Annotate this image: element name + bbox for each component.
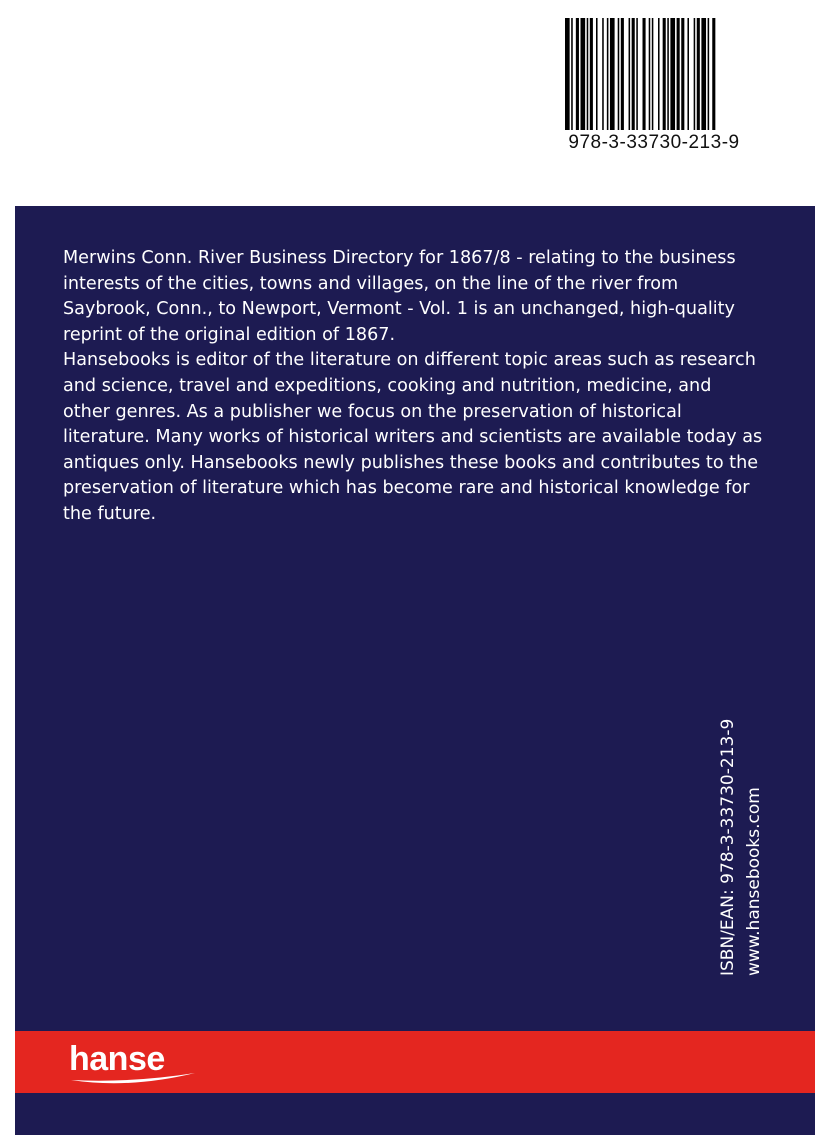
barcode-bar	[587, 18, 589, 130]
barcode-bar	[694, 18, 696, 130]
barcode-bar	[658, 18, 660, 130]
barcode-bar	[712, 18, 715, 130]
barcode-bar	[581, 18, 586, 130]
logo-swoosh-icon	[69, 1071, 199, 1089]
barcode-bar	[618, 18, 620, 130]
barcode-bar	[708, 18, 710, 130]
barcode-bar	[649, 18, 651, 130]
hanse-logo	[69, 1041, 199, 1089]
barcode-bar	[677, 18, 680, 130]
barcode	[565, 18, 775, 154]
book-description	[63, 246, 763, 528]
barcode-bar	[571, 18, 573, 130]
barcode-bars	[565, 18, 745, 130]
barcode-bar	[565, 18, 570, 130]
barcode-bar	[602, 18, 604, 130]
barcode-bar	[663, 18, 666, 130]
barcode-number: 978-3-33730-213-9	[568, 132, 740, 153]
barcode-bar	[670, 18, 675, 130]
barcode-bar	[643, 18, 646, 130]
barcode-bar	[590, 18, 593, 130]
barcode-bar	[687, 18, 689, 130]
barcode-bar	[596, 18, 598, 130]
barcode-bar	[697, 18, 700, 130]
barcode-bar	[610, 18, 615, 130]
logo-text: hanse	[69, 1040, 165, 1078]
publisher-band	[15, 1031, 815, 1093]
barcode-bar	[667, 18, 669, 130]
back-cover	[15, 206, 815, 1135]
barcode-bar	[576, 18, 579, 130]
barcode-bar	[652, 18, 654, 130]
description-paragraph-1: Merwins Conn. River Business Directory for 1867/8 - relating to the business interests of the cities, towns and villages, on the line of the river from Saybrook, Conn., to Newport, Vermont - Vol. 1 is an unchanged, high-quality reprint of the original edition of 1867.	[63, 248, 736, 345]
barcode-bar	[632, 18, 635, 130]
barcode-bar	[621, 18, 624, 130]
isbn-ean: ISBN/EAN: 978-3-33730-213-9	[718, 718, 738, 976]
barcode-bar	[681, 18, 684, 130]
spine-info	[715, 696, 775, 976]
barcode-bar	[701, 18, 706, 130]
barcode-bar	[629, 18, 631, 130]
description-paragraph-2: Hansebooks is editor of the literature on different topic areas such as research and science, travel and expeditions, cooking and nutrition, medicine, and other genres. As a publisher we focus on the preservation of historical literature. Many works of historical writers and scientists are available today as antiques only. Hansebooks newly publishes these books and contributes to the preservation of literature which has become rare and historical knowledge for the future.	[63, 350, 763, 524]
barcode-bar	[607, 18, 609, 130]
website: www.hansebooks.com	[744, 787, 764, 976]
barcode-bar	[636, 18, 638, 130]
